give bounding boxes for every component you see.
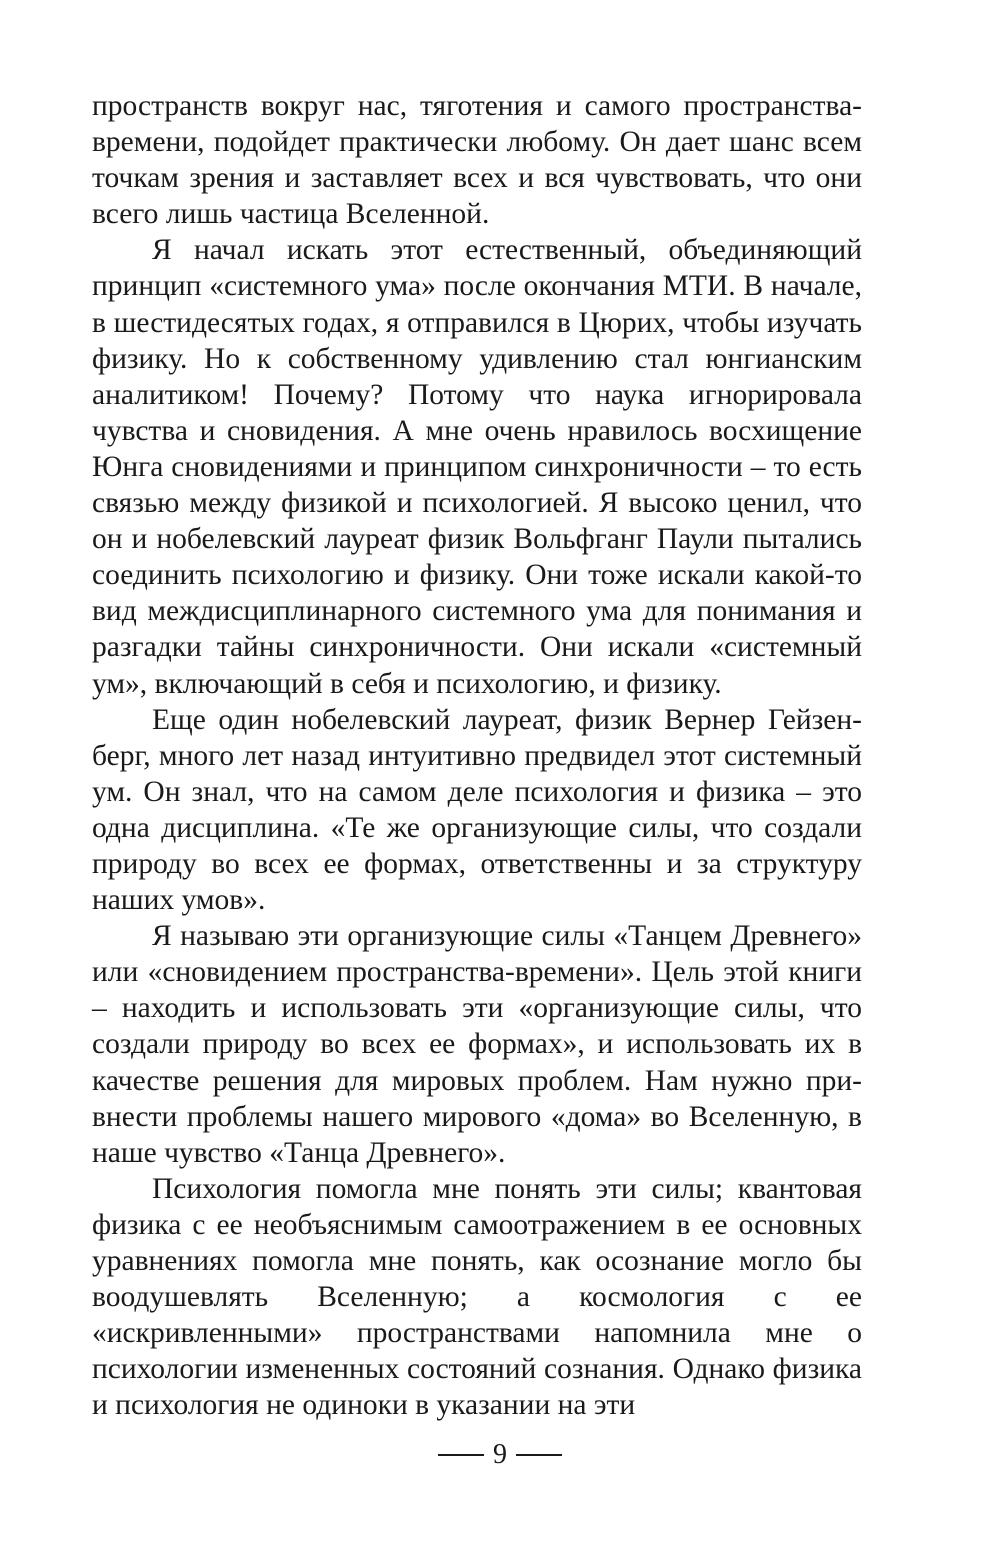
paragraph-2: Я начал искать этот естественный, объединяющий принцип «системного ума» после окончания МТИ. В начале, в шестидесятых годах, я отправился в Цюрих, чтобы изучать физику. Но к собственному удивлению стал юнгианским аналитиком! Почему? Потому что наука игнорировала чувства и сновидения. А мне очень нравилось восхищение Юнга сновидениями и принципом синхроничности – то есть связью между физикой и психологией. Я высоко ценил, что он и нобелевский лауреат физик Вольфганг Паули пытались соединить психологию и физику. Они тоже искали какой-то вид междисциплинарного системного ума для понимания и разгадки тайны синхроничности. Они искали «системный ум», включающий в себя и психологию, и физику. bbox=[92, 234, 862, 700]
footer-rule-right bbox=[516, 1454, 562, 1456]
footer-rule-left bbox=[438, 1454, 484, 1456]
body-text bbox=[92, 88, 862, 1423]
paragraph-5: Психология помогла мне понять эти силы; квантовая физика с ее необъяснимым самоотражением в ее основных уравнениях помогла мне понять, как осознание могло бы воодушевлять Вселенную; а космология с ее «искривленными» пространствами напомнила мне о психологии измененных состояний сознания. Однако физика и психология не одиноки в указании на эти bbox=[92, 1172, 862, 1422]
paragraph-4: Я называю эти организующие силы «Танцем Древнего» или «сновидением пространства-времени». Цель этой книги – находить и использовать эти «организующие силы, что создали природу во всех ее формах», и использовать их в качестве решения для мировых проблем. Нам нужно привнести проблемы нашего мирового «дома» во Вселенную, в наше чувство «Танца Древнего». bbox=[92, 920, 862, 1169]
page-footer bbox=[0, 1435, 1000, 1475]
paragraph-3: Еще один нобелевский лауреат, физик Вернер Гейзенберг, много лет назад интуитивно предвидел этот системный ум. Он знал, что на самом деле психология и физика – это одна дисциплина. «Те же организующие силы, что создали природу во всех ее формах, ответственны и за структуру наших умов». bbox=[92, 703, 862, 917]
page-number: 9 bbox=[493, 1439, 507, 1470]
paragraph-1: пространств вокруг нас, тяготения и самого пространства-времени, подойдет практически любому. Он дает шанс всем точкам зрения и заставляет всех и вся чувствовать, что они всего лишь частица Вселенной. bbox=[92, 90, 862, 231]
